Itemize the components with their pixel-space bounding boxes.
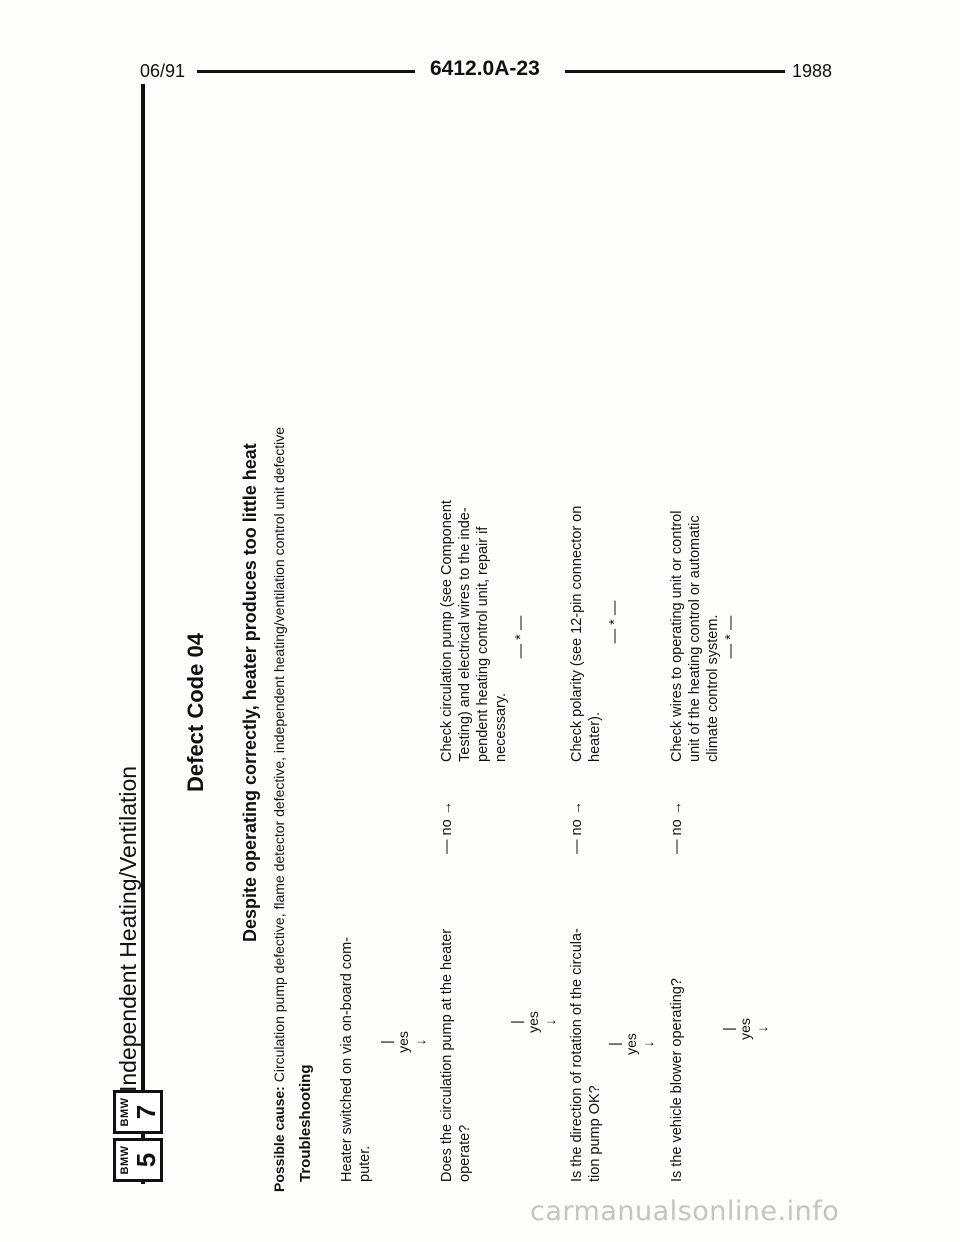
bmw-series-logo	[113, 1090, 163, 1182]
step-1-yes-flow: | yes ↓	[378, 1031, 428, 1053]
header-document-code: 6412.0A-23	[430, 57, 540, 80]
bmw-5-series-badge: BMW 5	[113, 1138, 163, 1182]
step-4-question: Is the vehicle blower operating?	[669, 978, 685, 1182]
step-3-end-mark: — * —	[607, 600, 623, 644]
bmw-7-series-badge: BMW 7	[113, 1090, 163, 1134]
step-3-yes-flow: | yes ↓	[606, 1033, 656, 1055]
section-title-rule	[142, 142, 145, 1092]
step-2-no-arrow: — no →	[439, 800, 455, 854]
defect-code-title: Defect Code 04	[183, 633, 208, 792]
section-title: Independent Heating/Ventilation	[115, 765, 141, 1092]
step-2-question: Does the circulation pump at the heater operate?	[439, 928, 473, 1182]
step-1-question: Heater switched on via on-board com- puter.	[339, 936, 373, 1182]
step-4-end-mark: — * —	[723, 615, 739, 659]
possible-cause-label: Possible cause:	[271, 1086, 287, 1192]
step-2-action: Check circulation pump (see Component Testing) and electrical wires to the inde- pendent heating control unit, repair if necessary.	[439, 500, 509, 762]
defect-headline: Despite operating correctly, heater produces too little heat	[240, 443, 260, 942]
watermark: carmanualsonline.info	[530, 1196, 840, 1227]
step-3-no-arrow: — no →	[569, 800, 585, 854]
header-rule-right	[565, 70, 785, 73]
step-4-action: Check wires to operating unit or control unit of the heating control or automatic climate control system.	[669, 510, 721, 762]
step-4-no-arrow: — no →	[669, 800, 685, 854]
header-year: 1988	[792, 61, 833, 81]
step-2-yes-flow: | yes ↓	[508, 1011, 558, 1033]
possible-cause-text: Circulation pump defective, flame detector defective, independent heating/ventilation control unit defective	[271, 426, 287, 1083]
step-3-question: Is the direction of rotation of the circula- tion pump OK?	[569, 928, 603, 1182]
rotated-page-content	[0, 142, 870, 1242]
possible-cause	[270, 427, 288, 1192]
step-2-end-mark: — * —	[513, 615, 529, 659]
step-4-yes-flow: | yes ↓	[720, 1018, 770, 1040]
step-3-action: Check polarity (see 12-pin connector on heater).	[569, 505, 603, 762]
troubleshooting-heading: Troubleshooting	[297, 1064, 314, 1182]
header-date: 06/91	[140, 61, 186, 81]
header-rule-left	[197, 70, 415, 73]
